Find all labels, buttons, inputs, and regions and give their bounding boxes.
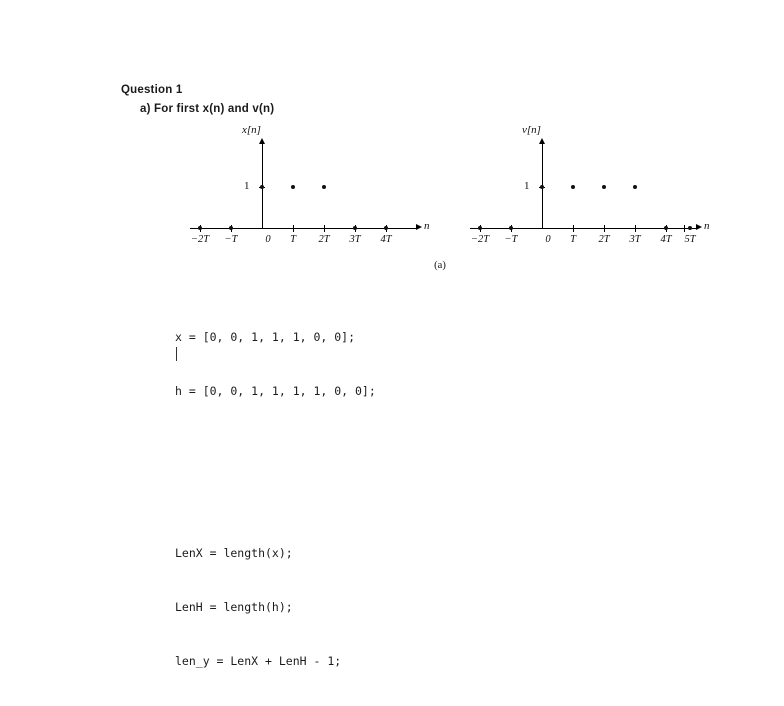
y-tick-label-one: 1	[524, 180, 530, 192]
x-tick-label: T	[290, 234, 296, 245]
sample-point	[198, 226, 202, 230]
x-axis-label: n	[704, 220, 710, 232]
code-line: x = [0, 0, 1, 1, 1, 0, 0];	[175, 330, 356, 344]
sample-point	[509, 226, 513, 230]
x-n-stem-plot	[180, 124, 430, 252]
code-block[interactable]	[175, 292, 376, 706]
code-line: LenH = length(h);	[175, 600, 293, 614]
x-axis-arrow-icon	[416, 224, 422, 230]
x-tick-label: 0	[265, 234, 271, 245]
x-tick-label: T	[570, 234, 576, 245]
x-tick-mark	[573, 225, 574, 232]
sample-point	[260, 185, 264, 189]
sample-point	[322, 185, 326, 189]
sample-point	[688, 226, 692, 230]
figure-caption: (a)	[434, 260, 446, 271]
x-tick-mark	[293, 225, 294, 232]
y-axis-arrow-icon	[259, 138, 265, 144]
code-line	[175, 436, 376, 454]
x-tick-mark	[324, 225, 325, 232]
sample-point	[571, 185, 575, 189]
y-tick-label-one: 1	[244, 180, 250, 192]
x-tick-label: 2T	[598, 234, 610, 245]
x-axis-arrow-icon	[696, 224, 702, 230]
sample-point	[602, 185, 606, 189]
sample-point	[664, 226, 668, 230]
x-tick-label: −T	[224, 234, 238, 245]
figure-stem-plots	[170, 124, 710, 272]
x-tick-label: 2T	[318, 234, 330, 245]
x-tick-label: 3T	[349, 234, 361, 245]
y-axis-arrow-icon	[539, 138, 545, 144]
x-axis-label: n	[424, 220, 430, 232]
sample-point	[633, 185, 637, 189]
text-caret	[176, 347, 177, 361]
x-tick-mark	[604, 225, 605, 232]
x-tick-label: 5T	[684, 234, 696, 245]
sample-point	[229, 226, 233, 230]
question-part-label: a) For first x(n) and v(n)	[140, 103, 275, 115]
code-line	[175, 490, 376, 508]
x-tick-label: 4T	[660, 234, 672, 245]
x-tick-mark	[684, 225, 685, 232]
x-tick-label: −T	[504, 234, 518, 245]
code-line: h = [0, 0, 1, 1, 1, 1, 0, 0];	[175, 384, 376, 398]
x-tick-label: 4T	[380, 234, 392, 245]
sample-point	[291, 185, 295, 189]
x-tick-label: 0	[545, 234, 551, 245]
x-tick-label: −2T	[470, 234, 490, 245]
code-line: len_y = LenX + LenH - 1;	[175, 654, 342, 668]
code-line: LenX = length(x);	[175, 546, 293, 560]
x-tick-label: 3T	[629, 234, 641, 245]
sample-point	[478, 226, 482, 230]
sample-point	[540, 185, 544, 189]
page-title: Question 1	[121, 84, 183, 96]
x-tick-mark	[635, 225, 636, 232]
v-n-stem-plot	[460, 124, 710, 252]
sample-point	[353, 226, 357, 230]
y-axis-label: v[n]	[522, 124, 541, 136]
sample-point	[384, 226, 388, 230]
x-tick-label: −2T	[190, 234, 210, 245]
y-axis-label: x[n]	[242, 124, 261, 136]
